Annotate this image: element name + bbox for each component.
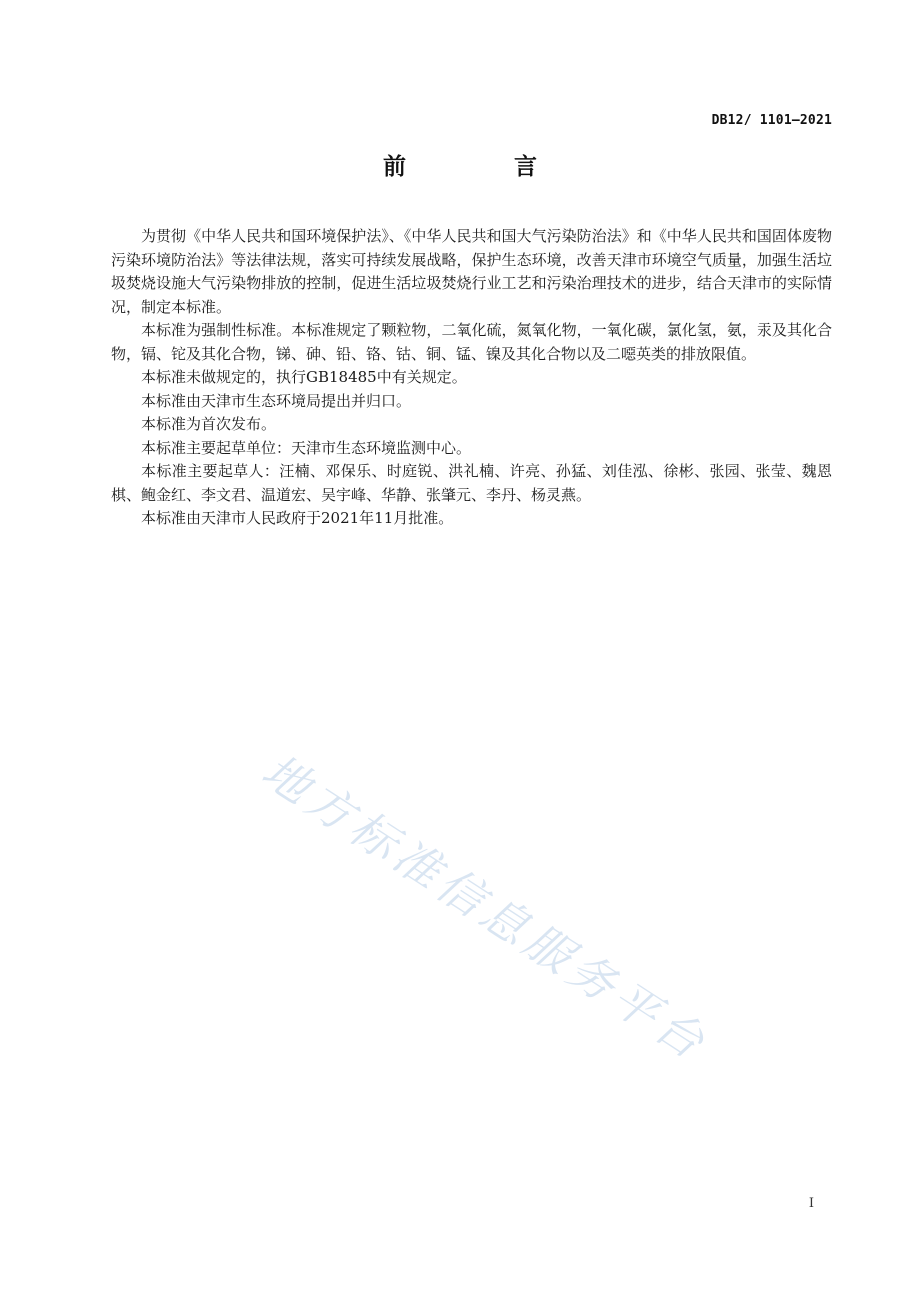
paragraph-first-release: 本标准为首次发布。 <box>141 415 277 433</box>
foreword-body <box>111 225 832 531</box>
page-number: I <box>808 1196 814 1211</box>
paragraph-proposer: 本标准由天津市生态环境局提出并归口。 <box>141 391 412 410</box>
paragraph-drafters: 本标准主要起草人：汪楠、邓保乐、时庭锐、洪礼楠、许亮、孙猛、刘佳泓、徐彬、张园、张莹、魏恩棋、鲍金红、李文君、温道宏、吴宇峰、华静、张肇元、李丹、杨灵燕。 <box>111 462 832 504</box>
paragraph-scope: 本标准为强制性标准。本标准规定了颗粒物，二氧化硫，氮氧化物，一氧化碳，氯化氢，氨，汞及其化合物，镉、铊及其化合物，锑、砷、铅、铬、钴、铜、锰、镍及其化合物以及二噁英类的排放限值。 <box>111 321 832 363</box>
page-title: 前 言 <box>382 154 587 180</box>
document-code: DB12/ 1101—2021 <box>711 113 832 128</box>
paragraph-reference: 本标准未做规定的，执行GB18485中有关规定。 <box>141 368 467 386</box>
paragraph-approval: 本标准由天津市人民政府于2021年11月批准。 <box>141 509 454 527</box>
paragraph-purpose: 为贯彻《中华人民共和国环境保护法》、《中华人民共和国大气污染防治法》和《中华人民共和国固体废物污染环境防治法》等法律法规，落实可持续发展战略，保护生态环境，改善天津市环境空气质量，加强生活垃圾焚烧设施大气污染物排放的控制，促进生活垃圾焚烧行业工艺和污染治理技术的进步，结合天津市的实际情况，制定本标准。 <box>111 227 832 316</box>
paragraph-drafting-unit: 本标准主要起草单位：天津市生态环境监测中心。 <box>141 438 472 457</box>
watermark: 地方标准信息服务平台 <box>252 743 719 1072</box>
